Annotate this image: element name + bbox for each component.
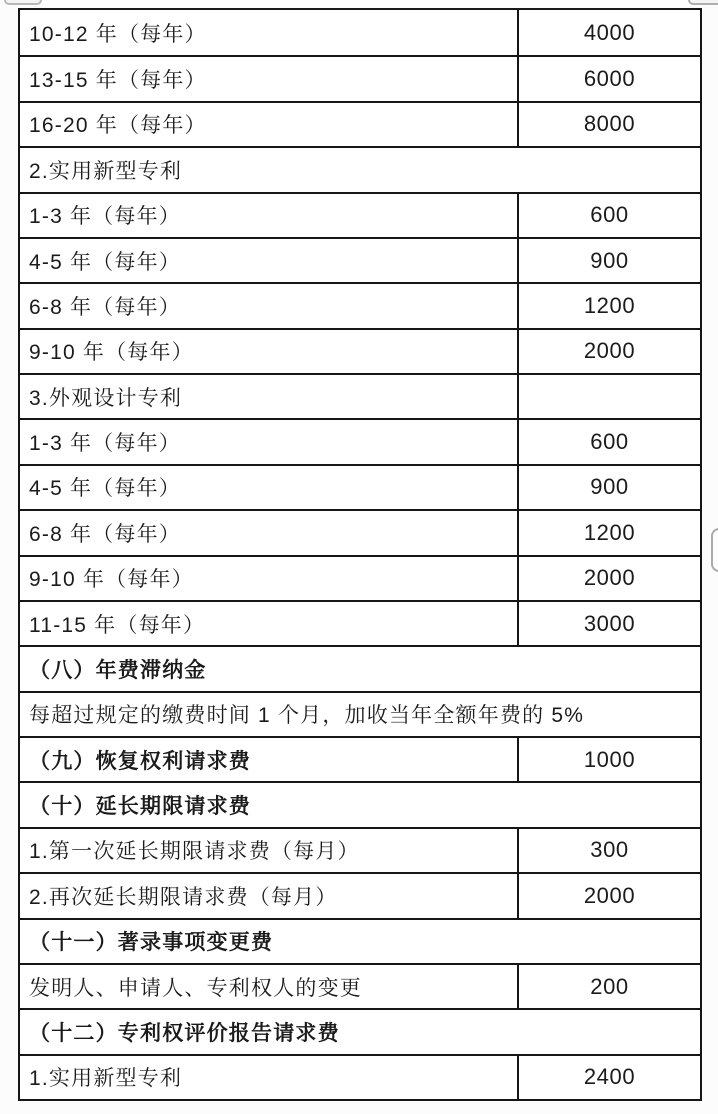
table-row-span-label: 2.实用新型专利 bbox=[20, 146, 700, 191]
table-row-label: 6-8 年（每年） bbox=[20, 509, 517, 554]
table-row-fee: 4000 bbox=[517, 10, 700, 55]
table-row-fee: 600 bbox=[517, 192, 700, 237]
table-row-fee: 900 bbox=[517, 464, 700, 509]
table-row-span-label: （十）延长期限请求费 bbox=[20, 781, 700, 826]
table-row-fee: 1200 bbox=[517, 282, 700, 327]
table-row-label: 2.再次延长期限请求费（每月） bbox=[20, 872, 517, 917]
table-row-fee: 3000 bbox=[517, 600, 700, 645]
table-row-label: 3.外观设计专利 bbox=[20, 373, 517, 418]
table-row-label: 11-15 年（每年） bbox=[20, 600, 517, 645]
table-row-fee: 600 bbox=[517, 418, 700, 463]
table-row-label: 1-3 年（每年） bbox=[20, 192, 517, 237]
table-row-fee: 2000 bbox=[517, 555, 700, 600]
table-row-span-label: 每超过规定的缴费时间 1 个月，加收当年全额年费的 5% bbox=[20, 691, 700, 736]
table-row-label: 1.实用新型专利 bbox=[20, 1054, 517, 1099]
table-row-label: 1.第一次延长期限请求费（每月） bbox=[20, 827, 517, 872]
table-row-fee: 900 bbox=[517, 237, 700, 282]
table-row-span-label: （十二）专利权评价报告请求费 bbox=[20, 1008, 700, 1053]
table-row-fee: 8000 bbox=[517, 101, 700, 146]
table-row-label: （九）恢复权利请求费 bbox=[20, 736, 517, 781]
table-row-label: 9-10 年（每年） bbox=[20, 555, 517, 600]
table-row-span-label: （十一）著录事项变更费 bbox=[20, 918, 700, 963]
table-row-fee: 200 bbox=[517, 963, 700, 1008]
table-row-label: 4-5 年（每年） bbox=[20, 464, 517, 509]
table-row-label: 10-12 年（每年） bbox=[20, 10, 517, 55]
table-row-fee: 1200 bbox=[517, 509, 700, 554]
table-row-fee: 2000 bbox=[517, 328, 700, 373]
table-row-label: 16-20 年（每年） bbox=[20, 101, 517, 146]
cropped-gray-bar-fragment bbox=[688, 0, 718, 5]
table-row-label: 6-8 年（每年） bbox=[20, 282, 517, 327]
table-row-fee: 2000 bbox=[517, 872, 700, 917]
scrollbar-thumb-icon[interactable] bbox=[711, 528, 718, 572]
table-row-fee: 300 bbox=[517, 827, 700, 872]
table-row-fee: 2400 bbox=[517, 1054, 700, 1099]
table-row-label: 4-5 年（每年） bbox=[20, 237, 517, 282]
table-row-label: 1-3 年（每年） bbox=[20, 418, 517, 463]
cropped-gray-box-fragment bbox=[4, 0, 42, 5]
patent-fee-table bbox=[18, 8, 702, 1101]
table-row-fee: 6000 bbox=[517, 55, 700, 100]
table-row-label: 13-15 年（每年） bbox=[20, 55, 517, 100]
table-row-label: 发明人、申请人、专利权人的变更 bbox=[20, 963, 517, 1008]
table-row-label: 9-10 年（每年） bbox=[20, 328, 517, 373]
table-row-fee bbox=[517, 373, 700, 418]
table-row-span-label: （八）年费滞纳金 bbox=[20, 645, 700, 690]
table-row-fee: 1000 bbox=[517, 736, 700, 781]
